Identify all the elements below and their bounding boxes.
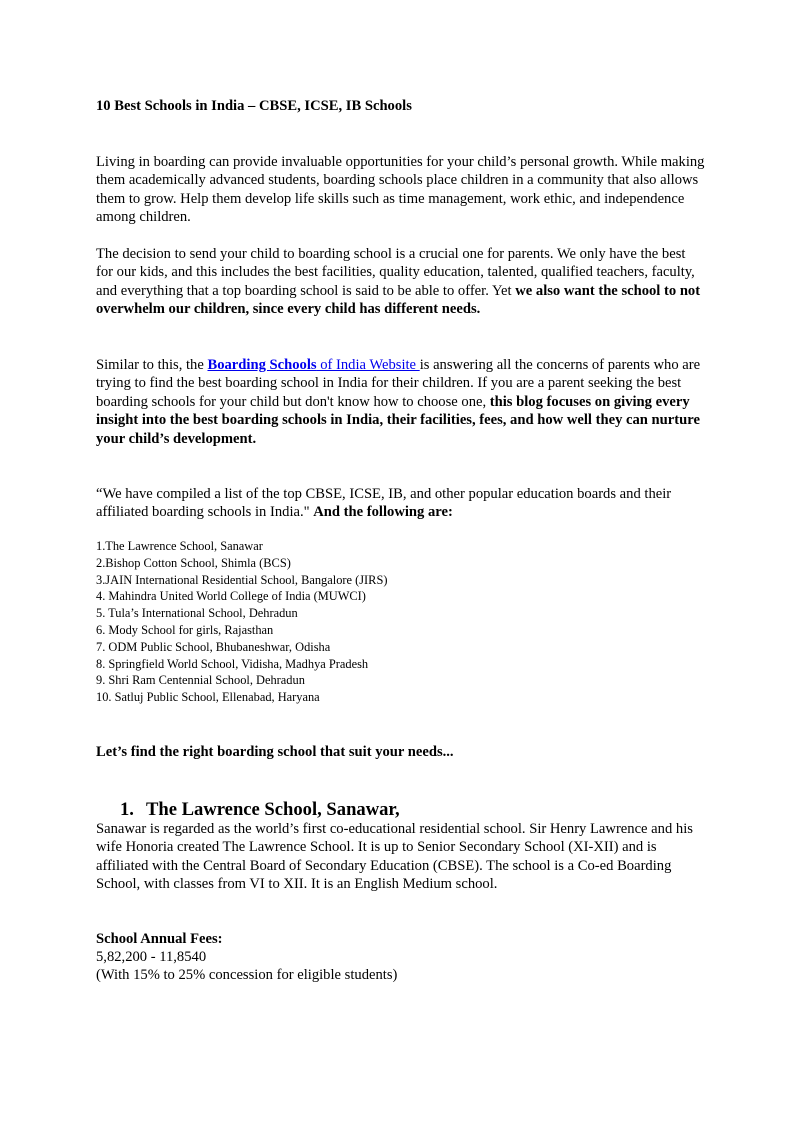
link-rest-part: of India Website	[316, 357, 420, 373]
decision-emphasis: we also want the school to not overwhelm our children, since every child has different needs.	[96, 282, 701, 318]
decision-text: The decision to send your child to boarding school is a crucial one for parents. We only have the best for our kids, and this includes the best facilities, quality education, talented, qualified teachers, faculty, and everything that a top boarding school is said to be able to offer. Yet	[96, 246, 695, 299]
website-text-body: is answering all the concerns of parents who are trying to find the best boarding school in India for their children. If you are a parent seeking the best boarding schools for your child but don't know how to choose one,	[96, 357, 701, 410]
list-item: 7. ODM Public School, Bhubaneshwar, Odisha	[96, 639, 331, 654]
website-paragraph	[96, 356, 706, 448]
fees-value: 5,82,200 - 11,8540	[96, 949, 207, 965]
fees-label: School Annual Fees:	[96, 931, 223, 947]
section-number: 1.	[120, 799, 134, 820]
compiled-list-emphasis: And the following are:	[313, 504, 453, 521]
boarding-schools-link[interactable]	[207, 357, 419, 373]
section-heading-text: The Lawrence School, Sanawar,	[146, 799, 400, 820]
website-text-lead: Similar to this, the	[96, 357, 208, 373]
document-title: 10 Best Schools in India – CBSE, ICSE, IB Schools	[96, 98, 412, 114]
decision-paragraph	[96, 245, 706, 319]
link-bold-part: Boarding Schools	[207, 357, 317, 373]
lawrence-description: Sanawar is regarded as the world’s first co-educational residential school. Sir Henry Lawrence and his wife Honoria created The Lawrence School. It is up to Senior Secondary School (XI-XII) and is affiliated with the Central Board of Secondary Education (CBSE). The school is a Co-ed Boarding School, with classes from VI to XII. It is an English Medium school.	[96, 821, 693, 893]
list-item: 5. Tula’s International School, Dehradun	[96, 606, 298, 621]
school-list	[96, 538, 706, 706]
list-item: 3.JAIN International Residential School, Bangalore (JIRS)	[96, 572, 388, 587]
list-item: 6. Mody School for girls, Rajasthan	[96, 622, 274, 637]
intro-paragraph: Living in boarding can provide invaluable opportunities for your child’s personal growth. While making them academically advanced students, boarding schools place children in a community that also allows them to grow. Help them develop life skills such as time management, work ethic, and independence among children.	[96, 154, 705, 226]
compiled-list-paragraph	[96, 485, 706, 522]
list-item: 9. Shri Ram Centennial School, Dehradun	[96, 673, 305, 688]
list-item: 4. Mahindra United World College of India (MUWCI)	[96, 589, 366, 604]
list-item: 2.Bishop Cotton School, Shimla (BCS)	[96, 555, 291, 570]
list-item: 1.The Lawrence School, Sanawar	[96, 539, 263, 553]
website-emphasis: this blog focuses on giving every insight into the best boarding schools in India, their facilities, fees, and how well they can nurture your child’s development.	[96, 393, 700, 447]
compiled-list-text: “We have compiled a list of the top CBSE, ICSE, IB, and other popular education boards and their affiliated boarding schools in India."	[96, 486, 672, 521]
fees-note: (With 15% to 25% concession for eligible students)	[96, 967, 398, 983]
list-item: 8. Springfield World School, Vidisha, Madhya Pradesh	[96, 656, 369, 671]
list-item: 10. Satluj Public School, Ellenabad, Haryana	[96, 690, 320, 705]
section-heading-lawrence	[120, 799, 730, 821]
cta-text: Let’s find the right boarding school that suit your needs...	[96, 744, 454, 760]
